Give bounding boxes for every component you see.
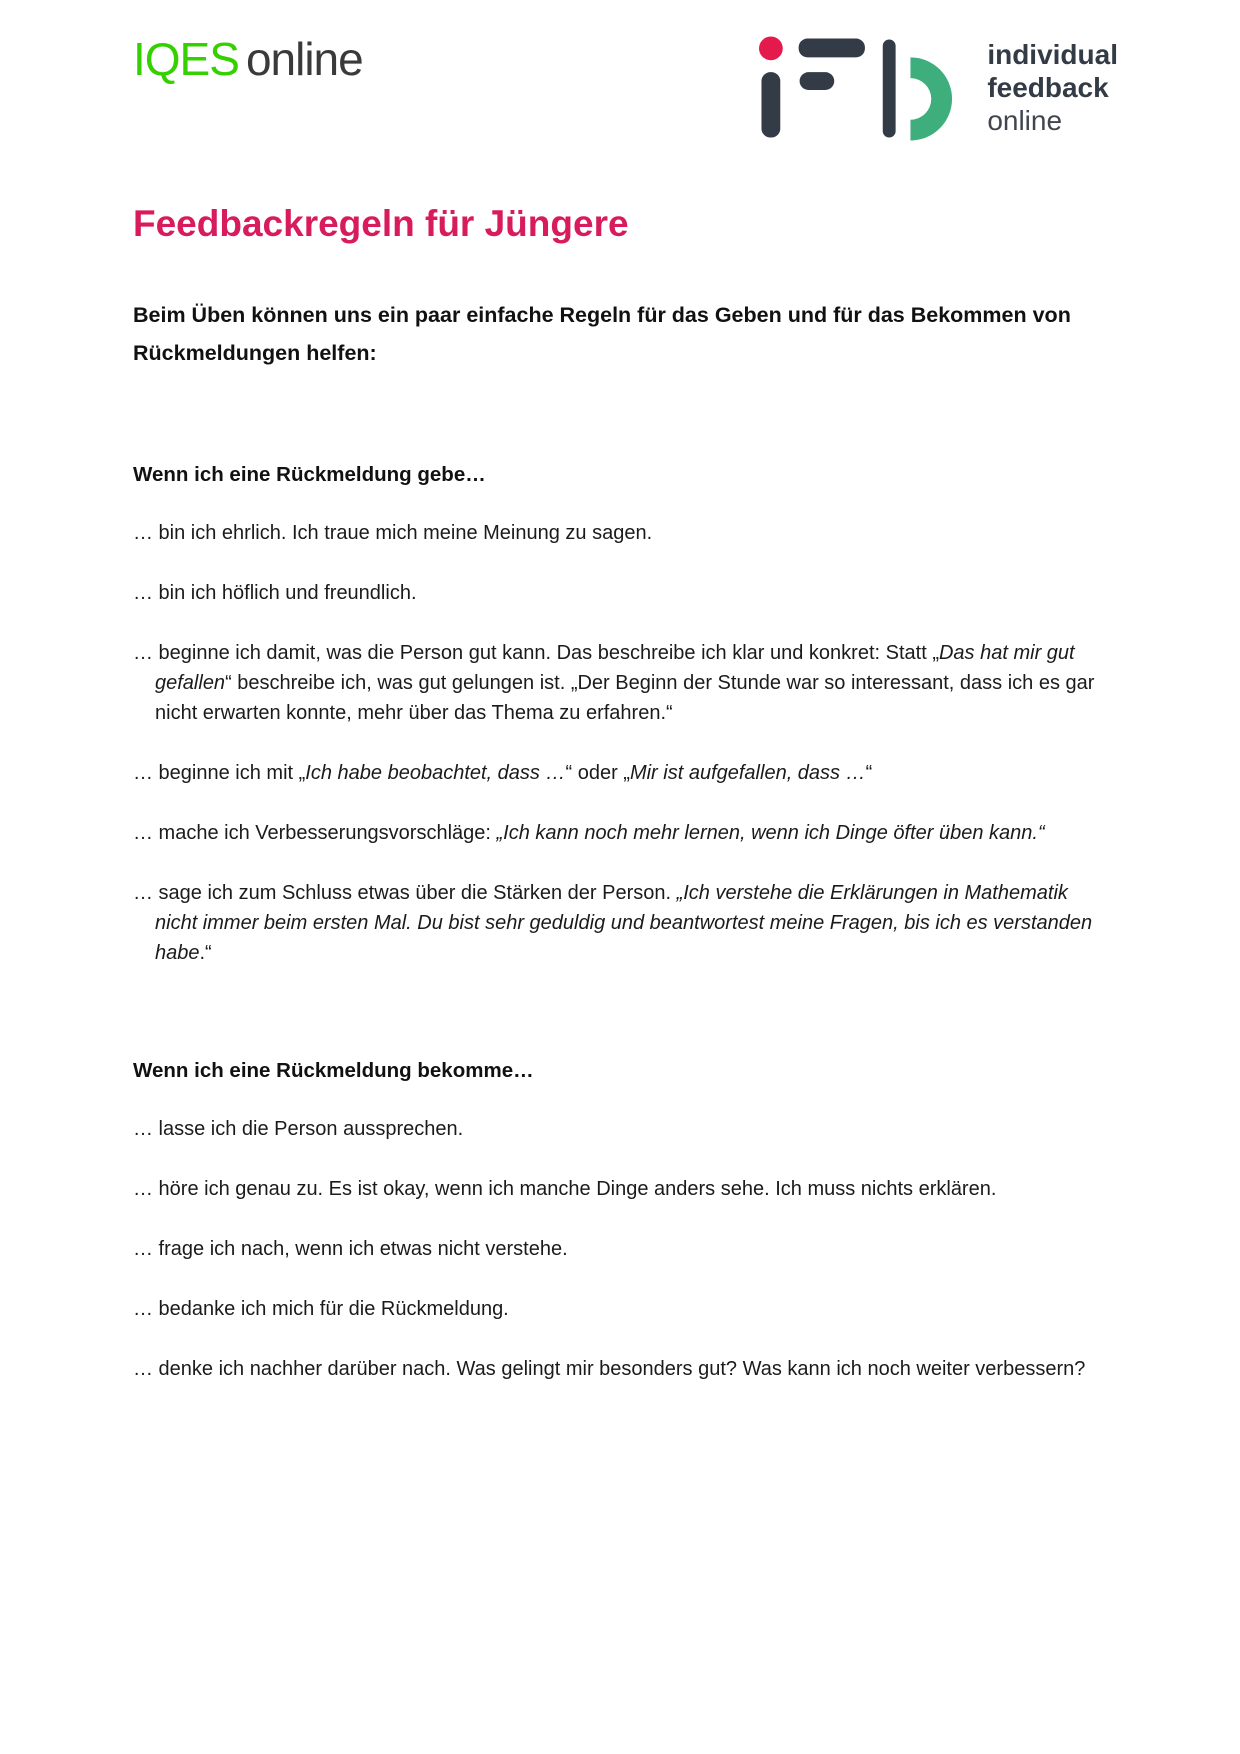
text-segment: … höre ich genau zu. Es ist okay, wenn ich manche Dinge anders sehe. Ich muss nichts erklären. (133, 1178, 997, 1200)
feedback-rule (133, 638, 1098, 728)
feedback-rule (133, 878, 1098, 968)
text-segment: … beginne ich damit, was die Person gut kann. Das beschreibe ich klar und konkret: Statt „ (133, 642, 939, 664)
ifb-logo-group (759, 36, 1118, 142)
text-segment: .“ (199, 942, 212, 964)
ifb-logo-wordmark (987, 38, 1118, 137)
iqes-online-logo (133, 33, 363, 85)
text-segment: … bin ich höflich und freundlich. (133, 582, 417, 604)
text-segment: … sage ich zum Schluss etwas über die Stärken der Person. (133, 882, 677, 904)
text-segment: Mir ist aufgefallen, dass … (629, 762, 866, 784)
feedback-rule (133, 518, 1098, 548)
feedback-rule (133, 758, 1098, 788)
feedback-rule (133, 1354, 1098, 1384)
text-segment: “ oder „ (565, 762, 630, 784)
text-segment: … lasse ich die Person aussprechen. (133, 1118, 464, 1140)
section-heading: Wenn ich eine Rückmeldung gebe… (133, 463, 486, 486)
ifb-logo-icon (759, 36, 957, 142)
text-segment: … frage ich nach, wenn ich etwas nicht verstehe. (133, 1238, 568, 1260)
feedback-rule (133, 1114, 1098, 1144)
text-segment: … beginne ich mit „ (133, 762, 306, 784)
text-segment: “ beschreibe ich, was gut gelungen ist. „Der Beginn der Stunde war so interessant, dass ich es gar nicht erwarten konnte, mehr über das Thema zu erfahren.“ (155, 672, 1095, 724)
feedback-rule (133, 1174, 1098, 1204)
text-segment: … bedanke ich mich für die Rückmeldung. (133, 1298, 509, 1320)
feedback-rule (133, 1294, 1098, 1324)
text-segment: “ (865, 762, 873, 784)
text-segment: … mache ich Verbesserungsvorschläge: (133, 822, 497, 844)
feedback-rule (133, 818, 1098, 848)
text-segment: … denke ich nachher darüber nach. Was gelingt mir besonders gut? Was kann ich noch weiter verbessern? (133, 1358, 1086, 1380)
iqes-logo-suffix: online (245, 33, 363, 85)
text-segment: Das hat mir gut gefallen (155, 642, 1075, 694)
page-title: Feedbackregeln für Jüngere (133, 203, 629, 244)
ifb-wordmark-line3: online (987, 105, 1063, 136)
text-segment: Ich habe beobachtet, dass … (305, 762, 566, 784)
feedback-rule (133, 1234, 1098, 1264)
text-segment: … bin ich ehrlich. Ich traue mich meine Meinung zu sagen. (133, 522, 653, 544)
ifb-wordmark-line1: individual (987, 39, 1118, 70)
section-heading: Wenn ich eine Rückmeldung bekomme… (133, 1059, 534, 1082)
iqes-logo-brand: IQES (133, 33, 239, 85)
text-segment: „Ich verstehe die Erklärungen in Mathematik nicht immer beim ersten Mal. Du bist sehr geduldig und beantwortest meine Fragen, bis ich es verstanden habe (155, 882, 1093, 964)
sections (133, 460, 1098, 1384)
page-header (133, 32, 1118, 144)
feedback-rule (133, 578, 1098, 608)
text-segment: „Ich kann noch mehr lernen, wenn ich Dinge öfter üben kann.“ (496, 822, 1045, 844)
intro-paragraph: Beim Üben können uns ein paar einfache Regeln für das Geben und für das Bekommen von Rückmeldungen helfen: (133, 303, 1071, 365)
ifb-wordmark-line2: feedback (987, 72, 1109, 103)
